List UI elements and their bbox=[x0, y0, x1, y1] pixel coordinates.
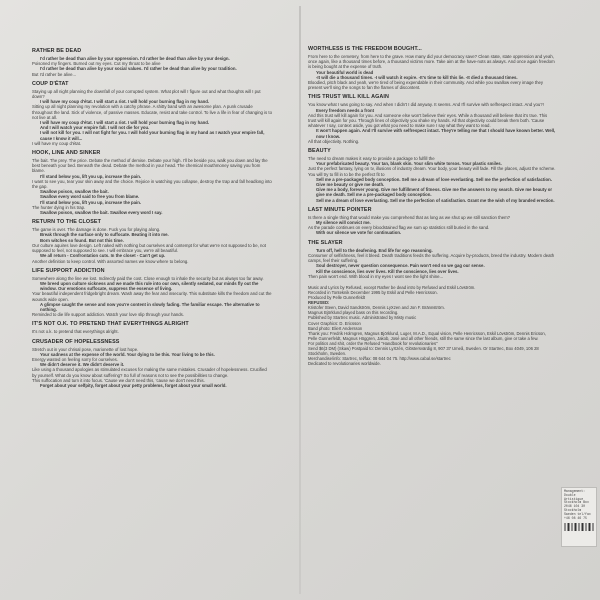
lyric-verse: I want to see you, tear your skin away and the choice. Rejoice in watching you collapse, destroy the trap and fall headlong into the gap. bbox=[32, 178, 272, 190]
lyric-verse: From here to the cemetery, from here to the grave. How many did your democracy save? Clean state, state oppression and yeah, once again, like a thousand times before, a thousand victims more. Take aim at the have-nots as always. And once again freedom is being bought at the expense of truth. bbox=[308, 54, 555, 70]
song-section bbox=[32, 48, 272, 77]
song-section bbox=[308, 207, 556, 236]
song-title: LAST MINUTE POINTER bbox=[308, 206, 372, 213]
lyric-chorus: A glimpse caught the sense and now you're content in slowly fading. The familiar escape. The alternative to nothing. bbox=[40, 301, 260, 312]
lyric-chorus: Give me a body, forever young. Give me fulfillment of fitness. Give me the answers to my search. Give me beauty or give me death. Sell me a pre-packaged body conception. bbox=[316, 187, 553, 198]
lyric-chorus: Swallow poison, swallow the bait. bbox=[40, 189, 109, 195]
lyric-chorus: Sell me a dream of love everlasting. Sell me the perfection of satisfaction. Grant me the wish of my branded erection. bbox=[316, 197, 555, 203]
lyric-verse: The bait. The prey. The price. Debate the method of demise. Debate your high. I'll be beside you, walk you down and lay the best beneath your bed. Beneath the dead. Debate the method in your head. The chemical mouthmoney saving you from blame. bbox=[32, 158, 268, 174]
credits-line: Published by Startrec music. Administrated by Misty music bbox=[308, 315, 417, 321]
lyric-verse: This suffocation and turn it into focus. 'Cause we don't need this, 'cause we don't need this. bbox=[32, 377, 205, 383]
lyric-chorus: I'll stand below you, lift you up, increase the pain. bbox=[40, 199, 142, 205]
song-title: IT'S NOT O.K. TO PRETEND THAT EVERYTHINGS ALRIGHT bbox=[32, 321, 189, 328]
credits-line: Merchandise/info: Startrec, tel/fax: 08 644 04 75. http://www.cabal.se/startrec bbox=[308, 356, 451, 362]
song-section bbox=[32, 339, 272, 389]
lyric-chorus: Swallow every word said to free you from blame. bbox=[40, 194, 140, 200]
lyric-chorus: And I will watch your empire fall. I will not die for you. bbox=[40, 125, 150, 131]
credits-line: Music and Lyrics by Refused, except Rather be dead intro by Refused and Eskil Lövström. bbox=[308, 284, 476, 290]
lyric-verse: Then pain won't end. With blood in my eyes I wont see the light shine... bbox=[308, 273, 444, 279]
lyric-verse: All that objectivity. Nothing. bbox=[308, 138, 360, 144]
lyric-verse: Sitting up all night planning my revolution with a catchy phrase. A shitty band with an awesome plan. A punk crusade throughout the land. Sick of violence, of passive masses. Educate, resist and take control. To live a life in fear of changing is to not live at all. bbox=[32, 104, 272, 120]
lyric-chorus: Born witches so found. But not this time. bbox=[40, 237, 124, 243]
right-column bbox=[308, 46, 556, 366]
lyric-verse: Consumer of selfishness, feel it bleed. Death traditions feeds the suffering. Acquire by-products, breed the industry. Modern death camps, feel their suffering. bbox=[308, 252, 555, 264]
song-title: COUP D'ÉTAT bbox=[32, 80, 69, 87]
song-section bbox=[32, 219, 272, 263]
song-title: LIFE SUPPORT ADDICTION bbox=[32, 267, 105, 274]
lyric-chorus: I'd rather be dead than alive by your oppression. I'd rather be dead than alive by your design. bbox=[40, 56, 230, 61]
lyric-chorus: Your prefabricated beauty. Your tan, blank skin. Your slim white torsos. Your plastic smiles. bbox=[316, 161, 502, 167]
lyric-chorus: Forget about your selfpity, forget about your petty problems, forget about your small world. bbox=[40, 382, 227, 388]
song-section bbox=[308, 148, 556, 203]
lyric-verse: Like using a thousand apologies as stimulated excuses for making the same mistakes. Crusader of hopelessness. Crucified by yourself. What do you know about suffering? So full of reasons not to see the possibilities to change. bbox=[32, 367, 267, 378]
song-section bbox=[308, 240, 556, 279]
song-title: HOOK, LINE AND SINKER bbox=[32, 150, 101, 157]
lyric-verse: You know what I was going to say. And when I didn't I did anyway. It seems. And I'll survive with selfrespect intact. And you?! bbox=[308, 102, 544, 108]
credits-line: Magnus Björklund played bass on this recording. bbox=[308, 310, 399, 316]
lyric-verse: The need to dream makes it easy to provide a package to fulfill the bbox=[308, 156, 435, 162]
song-title: CRUSADER OF HOPELESSNESS bbox=[32, 338, 120, 345]
song-title: WORTHLESS IS THE FREEDOM BOUGHT... bbox=[308, 46, 422, 52]
lyric-chorus: We breed upon culture sickness and we made this rule into our own, silently sedated, our minds fly out the window. Our emotions suffocate, suppress the essence of living. bbox=[40, 280, 259, 292]
lyric-chorus: Sell me a pre-packaged body conception. Sell me a dream of love everlasting. Sell me the perfection of satisfaction. Give me beauty or give me death. bbox=[316, 176, 552, 188]
song-title: BEAUTY bbox=[308, 148, 331, 155]
lyric-chorus: Your beautiful world is dead bbox=[316, 69, 374, 75]
credits-line: Recorded in Tonteknik December 1995 by Eskil and Pelle Henricsson. bbox=[308, 290, 438, 295]
song-section bbox=[32, 321, 272, 334]
lyric-verse: The game is over. The damage is done. Fuck you for playing along. bbox=[32, 227, 161, 233]
lyric-chorus: We all return - Confrontation cuts. In the closet - Can't get up. bbox=[40, 253, 166, 259]
lyric-chorus: Turn off, hell to the deafening. End life for ego reasoning. bbox=[316, 247, 433, 253]
lyric-verse: And this trust will kill again for you. And someone else won't believe their eyes. While a thousand will believe that it's true. This trust will kill again for you. Through lines of objectivity you shake my hands. All that objectivity could break them both. 'Cause whatever I say, context aside, you got what you need to make sure I say what they want to read. bbox=[308, 112, 548, 129]
lyric-verse: Is there a single thing that would make you comprehend that as long as we shut up we still sanction them? bbox=[308, 214, 511, 220]
lyric-verse: Staying up all night planning the downfall of your corrupted system. What plot will I figure out and what thoughts will I put down? bbox=[32, 88, 261, 100]
management-sticker bbox=[561, 487, 597, 547]
lyric-chorus: Your sadness at the expense of the world. Your dying to be this. Your living to be this. bbox=[40, 351, 215, 357]
barcode-icon bbox=[564, 523, 594, 531]
credits-line: Kristofer Steen, David Sandström, Dennis LyXzen and Jon F. Brännström. bbox=[308, 305, 445, 311]
lyric-chorus: I'd rather be dead than alive by your social values. I'd rather be dead than alive by your tradition. bbox=[40, 66, 237, 72]
lyric-verse: I will have my coup d'état. bbox=[32, 140, 82, 146]
lyric-chorus: Swallow poison, swallow the bait. Swallow every word I say. bbox=[40, 210, 163, 216]
sticker-text: Management: Double Artistique Stockholm Box 2046 104 30 Stockholm Sweden tel/fax +46 08 46 75 bbox=[564, 489, 591, 520]
lyric-chorus: It won't happen again. And I'll survive with selfrespect intact. They're telling me that I should have known better. Well, now I know. bbox=[316, 128, 556, 139]
lyric-verse: Your beautiful independent fridgebright dream. Wash away the fear and insecurity. This substitute kills the freedom and cut the wounds wide open. bbox=[32, 291, 272, 302]
lyric-verse: Poisoned my fingers. Burned out my eyes. Cut my throat to be alive bbox=[32, 61, 161, 67]
song-section bbox=[32, 268, 272, 318]
lyric-verse: Just the perfect fantasy, lying on tv, illusions of industry dream. Your body, your beauty will fade. Fill the places, adjust the scheme. You will try to fill in to be the perfect fit to bbox=[308, 166, 556, 177]
lyric-verse: Somewhere along the line we lost. Indirectly paid the cost. Close enough to inhale the security but as always too far away. bbox=[32, 275, 264, 281]
song-section bbox=[32, 150, 272, 215]
lyric-chorus: I will have my coup d'état. I will start a riot. I will hold your burning flag in my hand. bbox=[40, 120, 210, 126]
lyric-chorus: My silence will convict me. bbox=[316, 220, 371, 226]
lyric-chorus: Kill the conscience, lies over lives. Kill the conscience, lies over lives. bbox=[316, 268, 459, 274]
lyric-chorus: I will have my coup d'état. I will start a riot. I will hold your burning flag in my hand. bbox=[40, 99, 210, 105]
song-title: THIS TRUST WILL KILL AGAIN bbox=[308, 94, 389, 101]
song-section bbox=[308, 94, 556, 144]
lyric-chorus: I will not kill for you. I will not fight for you. I will hold your burning flag in my hand as I watch your empire fall, cause I know it will... bbox=[40, 130, 265, 141]
lyric-verse: Bloodied, pitch black and yeah, we're tired of being expendable in their community. And while you swallow every image they present we'll sing the songs to fan the flames of discontent. bbox=[308, 80, 544, 91]
credits-line: Dedicated to revolutionaries worldwide. bbox=[308, 361, 381, 367]
lyric-verse: Another definition to keep control. With assorted names we know where to belong. bbox=[32, 258, 189, 264]
credits-line: Band photo: Eliert Andersson bbox=[308, 325, 363, 331]
lyric-verse: But I'd rather be alive... bbox=[32, 71, 77, 77]
lyric-verse: Energy wasted on feeling sorry for ourselves. bbox=[32, 356, 118, 362]
song-title: THE SLAYER bbox=[308, 239, 343, 246]
lyric-chorus: Break through the surface only to suffocate. Beating it into me. bbox=[40, 232, 169, 238]
credits-line: Produced by Pelle Gunnerfeldt bbox=[308, 295, 366, 301]
credits-line: Thank you: Fredrik Holmgren, Magnus Björklund, Luger, M.A.D., Equal vision, Pelle Henricsson, Eskil Lövström, Dennis Ericson, Pelle Gunnerfeldt, Magnus Höggren, Jakob, José and all other friends, still the same since the last album, give or take a few. bbox=[308, 330, 546, 341]
lyric-verse: The hunter dying in his trap. bbox=[32, 204, 86, 210]
lyric-verse: It's not o.k. to pretend that everythings alright. bbox=[32, 329, 119, 335]
credits-line: For politics and shit, order the Refused "Handbook for revolutionaries" bbox=[308, 340, 438, 346]
song-title: RATHER BE DEAD bbox=[32, 48, 82, 54]
song-section bbox=[32, 81, 272, 146]
credits-heading: REFUSED: bbox=[308, 300, 330, 306]
credits-line: Send $6(3 DM) (Skaw) Postpaid to: Dennis LyXzén, Glöstersvärdig 8, 907 37 Umeå, Sweden. Or Startrec, Box 4049, 106 28 Stockholm, Sweden. bbox=[308, 346, 539, 357]
lyric-verse: As the parade continues on every bloodstained flag we sum up statistics still buried in the sand. bbox=[308, 225, 490, 231]
lyric-chorus: With our silence we vote for continuation. bbox=[316, 230, 402, 236]
page-fold bbox=[299, 6, 301, 594]
lyric-verse: Reminded to die life support addiction. Watch your love slip through your hands. bbox=[32, 312, 184, 318]
right-lyrics bbox=[308, 46, 556, 279]
lyric-chorus: Soul destroyer, never question consequence. Pain won't end so we gag our sense. bbox=[316, 263, 485, 269]
lyric-verse: Stretch out in your chrisal pose, marionette of lost hope. bbox=[32, 346, 139, 352]
lyric-verse: Our culture aquires love design. Left naked with nothing but ourselves and contempt for what we're not supposed to be, not supposed to feel, not supposed to see. I will embrace you, we're all beautiful. bbox=[32, 242, 266, 254]
song-title: RETURN TO THE CLOSET bbox=[32, 219, 101, 226]
lyric-chorus: We didn't deserve it. We didn't deserve it. bbox=[40, 362, 125, 368]
left-column bbox=[32, 48, 272, 392]
credits-line: Cover Graphics: D. Ericsson bbox=[308, 320, 361, 326]
credits-block bbox=[308, 285, 556, 367]
lyric-chorus: -It will die a thousand times. -I will watch it expire. -It's time to kill this lie. -It died a thousand times. bbox=[316, 74, 518, 80]
song-section bbox=[308, 46, 556, 90]
lyric-chorus: Every freedom needs a front bbox=[316, 107, 375, 113]
lyric-chorus: I'll stand below you, lift you up, increase the pain. bbox=[40, 173, 142, 179]
